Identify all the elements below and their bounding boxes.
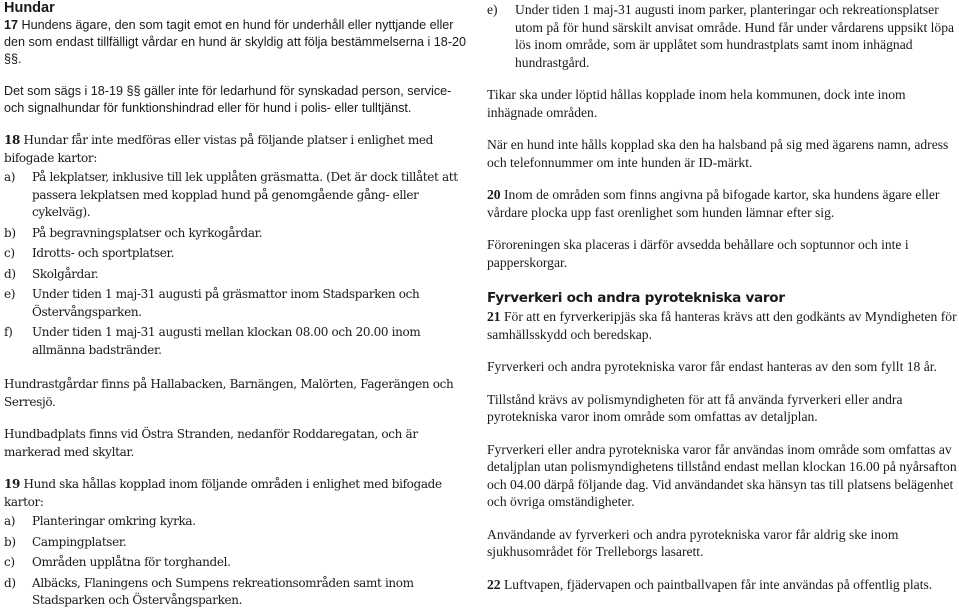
paragraph-17 bbox=[4, 17, 472, 68]
paragraph-18-ar: Fyrverkeri och andra pyrotekniska varor får endast hanteras av den som fyllt 18 år. bbox=[487, 359, 937, 374]
section-number-21: 21 bbox=[487, 309, 501, 324]
paragraph-rastgardar: Hundrastgårdar finns på Hallabacken, Barnängen, Malörten, Fagerängen och Serresjö. bbox=[4, 377, 454, 409]
list-18 bbox=[4, 169, 472, 359]
list-label: b) bbox=[4, 225, 16, 240]
list-text: Skolgårdar. bbox=[32, 266, 99, 281]
list-item bbox=[4, 245, 472, 263]
list-item bbox=[4, 169, 472, 222]
list-label: e) bbox=[487, 2, 498, 17]
paragraph-loptid: Tikar ska under löptid hållas kopplade inom hela kommunen, dock inte inom inhägnade områden. bbox=[487, 87, 906, 120]
list-label: e) bbox=[4, 287, 16, 301]
paragraph-21-text: För att en fyrverkeripjäs ska få hanteras krävs att den godkänts av Myndigheten för samhällsskydd och beredskap. bbox=[487, 309, 957, 342]
list-label: c) bbox=[4, 555, 15, 569]
list-label: a) bbox=[4, 514, 16, 528]
list-text: Albäcks, Flaningens och Sumpens rekreationsområden samt inom Stadsparken och Östervångsparken. bbox=[32, 575, 414, 607]
section-heading-hundar: Hundar bbox=[4, 0, 55, 16]
paragraph-badplats: Hundbadplats finns vid Östra Stranden, nedanför Roddaregatan, och är markerad med skyltar. bbox=[4, 427, 418, 459]
left-column bbox=[4, 0, 472, 610]
paragraph-exemption: Det som sägs i 18-19 §§ gäller inte för ledarhund för synskadad person, service- och signalhundar för funktionshindrad eller för hund i polis- eller tulltjänst. bbox=[4, 84, 452, 115]
list-text: Under tiden 1 maj-31 augusti på gräsmattor inom Stadsparken och Östervångsparken. bbox=[32, 287, 420, 319]
paragraph-nyarsafton: Fyrverkeri eller andra pyrotekniska varor får användas inom område som omfattas av detaljplan utan polismyndighetens tillstånd endast mellan klockan 16.00 på nyårsafton och 04.00 därpå följande dag. Vid användandet ska hänsyn tas till platsens belägenhet och övriga omständigheter. bbox=[487, 441, 957, 509]
list-item bbox=[4, 554, 472, 572]
section-number-20: 20 bbox=[487, 187, 501, 202]
list-item bbox=[4, 225, 472, 243]
list-text: Under tiden 1 maj-31 augusti inom parker, planteringar och rekreationsplatser utom på för hund särskilt anvisat område. Hund får under vårdarens uppsikt löpa lös inom område, som är upplåtet som hundrastplats samt inom inhägnad hundrastgård. bbox=[515, 2, 955, 70]
list-item bbox=[4, 324, 472, 359]
paragraph-sjukhus: Användande av fyrverkeri och andra pyrotekniska varor får aldrig ske inom sjukhusområdet för Trelleborgs lasarett. bbox=[487, 526, 899, 559]
list-item bbox=[4, 513, 472, 531]
list-label: d) bbox=[4, 575, 16, 590]
list-label: b) bbox=[4, 534, 16, 549]
list-item bbox=[4, 266, 472, 284]
list-text: Områden upplåtna för torghandel. bbox=[32, 555, 231, 569]
paragraph-halsband: När en hund inte hålls kopplad ska den ha halsband på sig med ägarens namn, adress och telefonnummer om inte hunden är ID-märkt. bbox=[487, 137, 949, 170]
right-column bbox=[487, 0, 957, 593]
list-item bbox=[4, 534, 472, 552]
list-item bbox=[4, 575, 472, 610]
paragraph-20-text: Inom de områden som finns angivna på bifogade kartor, ska hundens ägare eller vårdare plocka upp fast orenlighet som hunden lämnar efter sig. bbox=[487, 187, 940, 220]
section-18 bbox=[4, 132, 472, 359]
section-number-22: 22 bbox=[487, 576, 501, 592]
paragraph-19 bbox=[4, 476, 472, 511]
list-label: a) bbox=[4, 170, 16, 184]
list-item bbox=[4, 286, 472, 321]
section-number-17: 17 bbox=[4, 18, 19, 32]
list-label: d) bbox=[4, 266, 16, 281]
list-text: På begravningsplatser och kyrkogårdar. bbox=[32, 225, 263, 240]
paragraph-22 bbox=[487, 576, 957, 594]
paragraph-17-text: Hundens ägare, den som tagit emot en hund för underhåll eller nyttjande eller den som endast tillfälligt vårdar en hund är skyldig att följa bestämmelserna i 18-20 §§. bbox=[4, 18, 467, 66]
list-text: På lekplatser, inklusive till lek upplåten gräsmatta. (Det är dock tillåtet att passera lekplatsen med kopplad hund på genomgående gång- eller cykelväg). bbox=[32, 170, 458, 219]
paragraph-fororening: Föroreningen ska placeras i därför avsedda behållare och soptunnor och inte i papperskorgar. bbox=[487, 237, 909, 270]
paragraph-18 bbox=[4, 132, 472, 167]
paragraph-22-text: Luftvapen, fjädervapen och paintballvapen får inte användas på offentlig plats. bbox=[504, 576, 933, 592]
list-19 bbox=[4, 513, 472, 610]
section-heading-fyrverkeri: Fyrverkeri och andra pyrotekniska varor bbox=[487, 290, 785, 306]
paragraph-21 bbox=[487, 308, 957, 343]
list-text: Idrotts- och sportplatser. bbox=[32, 246, 175, 260]
paragraph-18-text: Hundar får inte medföras eller vistas på följande platser i enlighet med bifogade kartor: bbox=[4, 133, 434, 165]
list-text: Planteringar omkring kyrka. bbox=[32, 514, 196, 528]
list-text: Under tiden 1 maj-31 augusti mellan klockan 08.00 och 20.00 inom allmänna badstränder. bbox=[32, 325, 421, 357]
paragraph-19-text: Hund ska hållas kopplad inom följande områden i enlighet med bifogade kartor: bbox=[4, 477, 442, 509]
list-item bbox=[487, 1, 957, 71]
paragraph-tillstand: Tillstånd krävs av polismyndigheten för att få använda fyrverkeri eller andra pyrotekniska varor inom område som omfattas av detaljplan. bbox=[487, 391, 903, 424]
section-19 bbox=[4, 476, 472, 610]
list-label: f) bbox=[4, 325, 13, 339]
paragraph-20 bbox=[487, 186, 957, 221]
list-label: c) bbox=[4, 246, 15, 260]
section-number-19: 19 bbox=[4, 477, 20, 491]
list-19-continued bbox=[487, 1, 957, 71]
section-number-18: 18 bbox=[4, 133, 20, 147]
list-text: Campingplatser. bbox=[32, 534, 127, 549]
